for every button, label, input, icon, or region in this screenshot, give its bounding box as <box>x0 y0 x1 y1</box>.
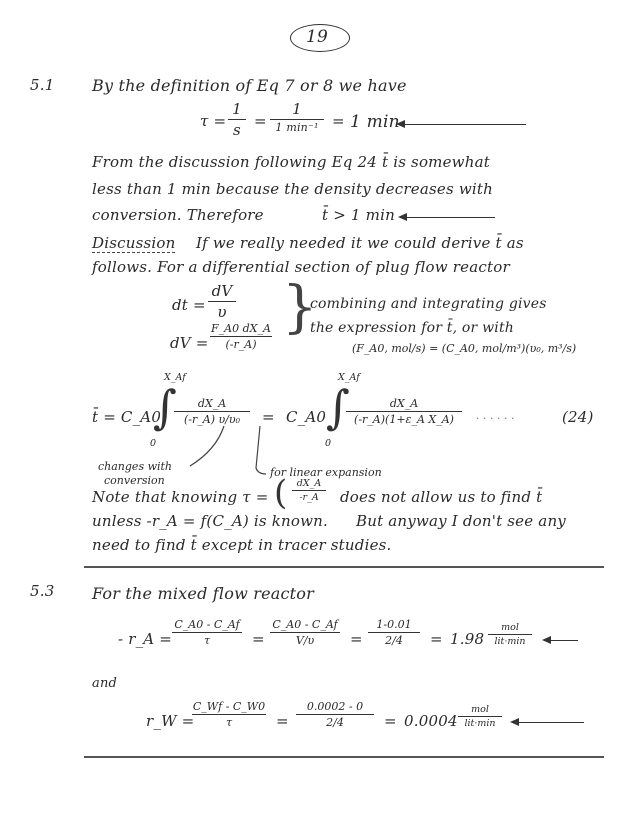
discussion-line: follows. For a differential section of plug flow reactor <box>92 258 510 276</box>
fraction-ca0-caf-over-v <box>270 618 340 647</box>
numerator: F_A0 dX_A <box>211 322 271 335</box>
section-label-5-3: 5.3 <box>30 582 55 600</box>
note-line: But anyway I don't see any <box>356 512 566 530</box>
combining-line: the expression for t̄, or with <box>310 320 514 336</box>
ra-lhs: - r_A = <box>118 630 173 648</box>
pointer-line <box>256 426 266 474</box>
ellipsis: · · · · · · <box>476 412 515 425</box>
note-line: does not allow us to find t̄ <box>340 488 543 506</box>
open-paren: ( <box>274 473 288 513</box>
annotation-changes: changes with <box>98 460 173 473</box>
section-divider <box>84 756 604 758</box>
denominator: 2/4 <box>326 716 344 729</box>
integral-upper-limit: X_Af <box>338 372 360 383</box>
fraction-ca0-caf-over-tau <box>172 618 242 647</box>
denominator: -r_A <box>299 492 319 503</box>
note-line: Note that knowing τ = <box>92 488 269 506</box>
tbar-lhs: t̄ = C_A0 <box>92 408 162 426</box>
fraction-numeric <box>296 700 374 729</box>
denominator: lit·min <box>464 718 496 729</box>
rw-unit-fraction <box>458 704 502 729</box>
numerator: 1 <box>292 100 302 118</box>
integral-sign: ∫ <box>326 380 350 434</box>
fraction-cwf-cw0-over-tau <box>192 700 266 729</box>
denominator: lit·min <box>494 636 526 647</box>
denominator: 1 min⁻¹ <box>275 121 319 134</box>
equals-sign: = <box>430 630 443 648</box>
and-word: and <box>92 676 118 691</box>
tbar-inequality: t̄ > 1 min <box>322 206 395 224</box>
integral-sign: ∫ <box>153 380 177 434</box>
curly-brace: } <box>282 275 318 340</box>
intro-line: By the definition of Eq 7 or 8 we have <box>92 76 407 95</box>
annotation-linear-expansion: for linear expansion <box>270 466 382 479</box>
ra-unit-fraction <box>488 622 532 647</box>
fraction-one-over-inv-min <box>270 100 324 134</box>
discussion-line: If we really needed it we could derive t̄ as <box>196 234 524 252</box>
fraction-one-over-s <box>228 100 246 139</box>
equals-sign: = <box>350 630 363 648</box>
equals-sign: = <box>252 630 265 648</box>
numerator: mol <box>501 622 519 633</box>
discussion-heading: Discussion <box>92 234 176 252</box>
arrow-left-icon <box>544 640 578 641</box>
equation-reference: (24) <box>562 408 594 426</box>
denominator: (-r_A)(1+ε_A X_A) <box>354 413 454 426</box>
section-divider <box>84 566 604 568</box>
rw-value: 0.0004 <box>404 712 458 730</box>
denominator: τ <box>203 634 211 647</box>
integral-upper-limit: X_Af <box>164 372 186 383</box>
fraction-dv-over-v <box>208 282 236 321</box>
numerator: dX_A <box>197 397 227 410</box>
numerator: dX_A <box>389 397 419 410</box>
equals-sign: = <box>254 112 267 130</box>
page-number: 19 <box>306 27 329 47</box>
numerator: mol <box>471 704 489 715</box>
paragraph-line: less than 1 min because the density decreases with <box>92 180 493 198</box>
intro-line: For the mixed flow reactor <box>92 584 314 603</box>
dv-lhs: dV = <box>170 334 209 352</box>
combining-line: combining and integrating gives <box>310 296 547 312</box>
rw-lhs: r_W = <box>146 712 195 730</box>
equals-sign: = <box>262 408 275 426</box>
integrand-fraction <box>346 397 462 426</box>
note-integral-fraction <box>292 478 326 503</box>
numerator: C_A0 - C_Af <box>174 618 240 631</box>
dt-lhs: dt = <box>172 296 206 314</box>
denominator: (-r_A) υ/υ₀ <box>184 413 240 426</box>
arrow-left-icon <box>398 124 526 125</box>
numerator: dX_A <box>296 478 322 489</box>
tau-result: 1 min <box>350 112 400 132</box>
numerator: 0.0002 - 0 <box>306 700 364 713</box>
note-line: need to find t̄ except in tracer studies. <box>92 536 392 554</box>
denominator: (-r_A) <box>225 338 257 351</box>
paragraph-line: conversion. Therefore <box>92 206 264 224</box>
arrow-left-icon <box>512 722 584 723</box>
paragraph-line: From the discussion following Eq 24 t̄ is somewhat <box>92 153 490 171</box>
denominator: υ <box>217 303 227 321</box>
ca0-coefficient: C_A0 <box>286 408 327 426</box>
integral-lower-limit: 0 <box>325 438 332 449</box>
equals-sign: = <box>384 712 397 730</box>
denominator: τ <box>225 716 233 729</box>
numerator: 1 <box>232 100 242 118</box>
denominator: s <box>233 121 241 139</box>
section-label-5-1: 5.1 <box>30 76 55 94</box>
pointer-line <box>190 426 224 466</box>
units-note: (F_A0, mol/s) = (C_A0, mol/m³)(υ₀, m³/s) <box>352 342 577 355</box>
equals-sign: = <box>332 112 345 130</box>
note-line: unless -r_A = f(C_A) is known. <box>92 512 328 530</box>
tau-symbol: τ = <box>200 112 227 130</box>
numerator: C_Wf - C_W0 <box>192 700 266 713</box>
numerator: C_A0 - C_Af <box>272 618 338 631</box>
arrow-left-icon <box>400 217 495 218</box>
fraction-numeric <box>368 618 420 647</box>
annotation-conversion: conversion <box>104 474 165 487</box>
denominator: 2/4 <box>385 634 403 647</box>
denominator: V/υ <box>295 634 315 647</box>
integral-lower-limit: 0 <box>150 438 157 449</box>
ra-value: 1.98 <box>450 630 485 648</box>
numerator: 1-0.01 <box>376 618 412 631</box>
equals-sign: = <box>276 712 289 730</box>
fraction-fa0-dxa <box>210 322 272 351</box>
numerator: dV <box>211 282 233 300</box>
